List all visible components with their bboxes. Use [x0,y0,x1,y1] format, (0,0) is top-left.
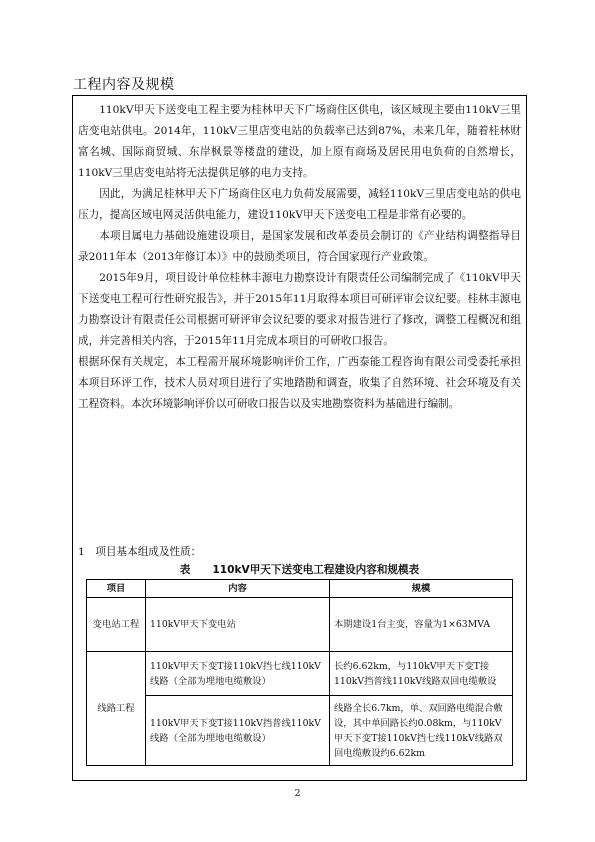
column-header: 内容 [146,580,330,598]
table-caption [78,562,521,577]
project-scale-table [86,579,513,766]
paragraph: 本项目属电力基础设施建设项目，是国家发展和改革委员会制订的《产业结构调整指导目录2011年本（2013年修订本）》中的鼓励类项目，符合国家现行产业政策。 [78,230,521,263]
table-row [87,696,513,766]
paragraph: 因此，为满足桂林甲天下广场商住区电力负荷发展需要，减轻110kV三里店变电站的供电压力，提高区域电网灵活供电能力，建设110kV甲天下送变电工程是非常有必要的。 [78,188,521,221]
scale-cell: 长约6.62km，与110kV甲天下变T接110kV挡普线110kV线路双回电缆敷设 [330,652,513,696]
table-row [87,652,513,696]
page-number: 2 [294,788,301,799]
paragraph: 2015年9月，项目设计单位桂林丰源电力勘察设计有限责任公司编制完成了《110kV甲天下送变电工程可行性研究报告》，并于2015年11月取得本项目可研评审会议纪要。桂林丰源电力勘察设计有限责任公司根据可研评审会议纪要的要求对报告进行了修改，调整工程概况和组成，并完善相关内容，于2015年11月完成本项目的可研收口报告。 [78,272,521,347]
scale-cell: 线路全长6.7km，单、双回路电缆混合敷设，其中单回路长约0.08km，与110kV甲天下变T接110kV挡七线110kV线路双回电缆敷设约6.62km [330,696,513,766]
table-caption-prefix: 表 [179,564,191,576]
section-heading: 工程内容及规模 [73,77,175,93]
body-text [78,100,521,415]
paragraph: 110kV甲天下送变电工程主要为桂林甲天下广场商住区供电，该区域现主要由110kV三里店变电站供电。2014年，110kV三里店变电站的负载率已达到87%，未来几年，随着桂林财富名城、国际商贸城、东岸枫景等楼盘的建设，加上原有商场及居民用电负荷的自然增长，110kV三里店变电站将无法提供足够的电力支持。 [78,104,521,179]
column-header: 规模 [330,580,513,598]
content-cell: 110kV甲天下变T接110kV挡普线110kV线路（全部为埋地电缆敷设） [146,696,330,766]
scale-cell: 本期建设1台主变，容量为1×63MVA [330,598,513,652]
table-row [87,598,513,652]
column-header: 项目 [87,580,146,598]
subsection-title: 1 项目基本组成及性质： [78,546,202,558]
category-cell: 变电站工程 [87,598,146,652]
paragraph: 根据环保有关规定，本工程需开展环境影响评价工作，广西泰能工程咨询有限公司受委托承担本项目环评工作，技术人员对项目进行了实地踏勘和调查，收集了自然环境、社会环境及有关工程资料。本次环境影响评价以可研收口报告以及实地勘察资料为基础进行编制。 [78,356,521,410]
table-caption-title: 110kV甲天下送变电工程建设内容和规模表 [212,564,420,576]
table-header-row [87,580,513,598]
category-cell: 线路工程 [87,652,146,766]
content-cell: 110kV甲天下变T接110kV挡七线110kV线路（全部为埋地电缆敷设） [146,652,330,696]
content-cell: 110kV甲天下变电站 [146,598,330,652]
